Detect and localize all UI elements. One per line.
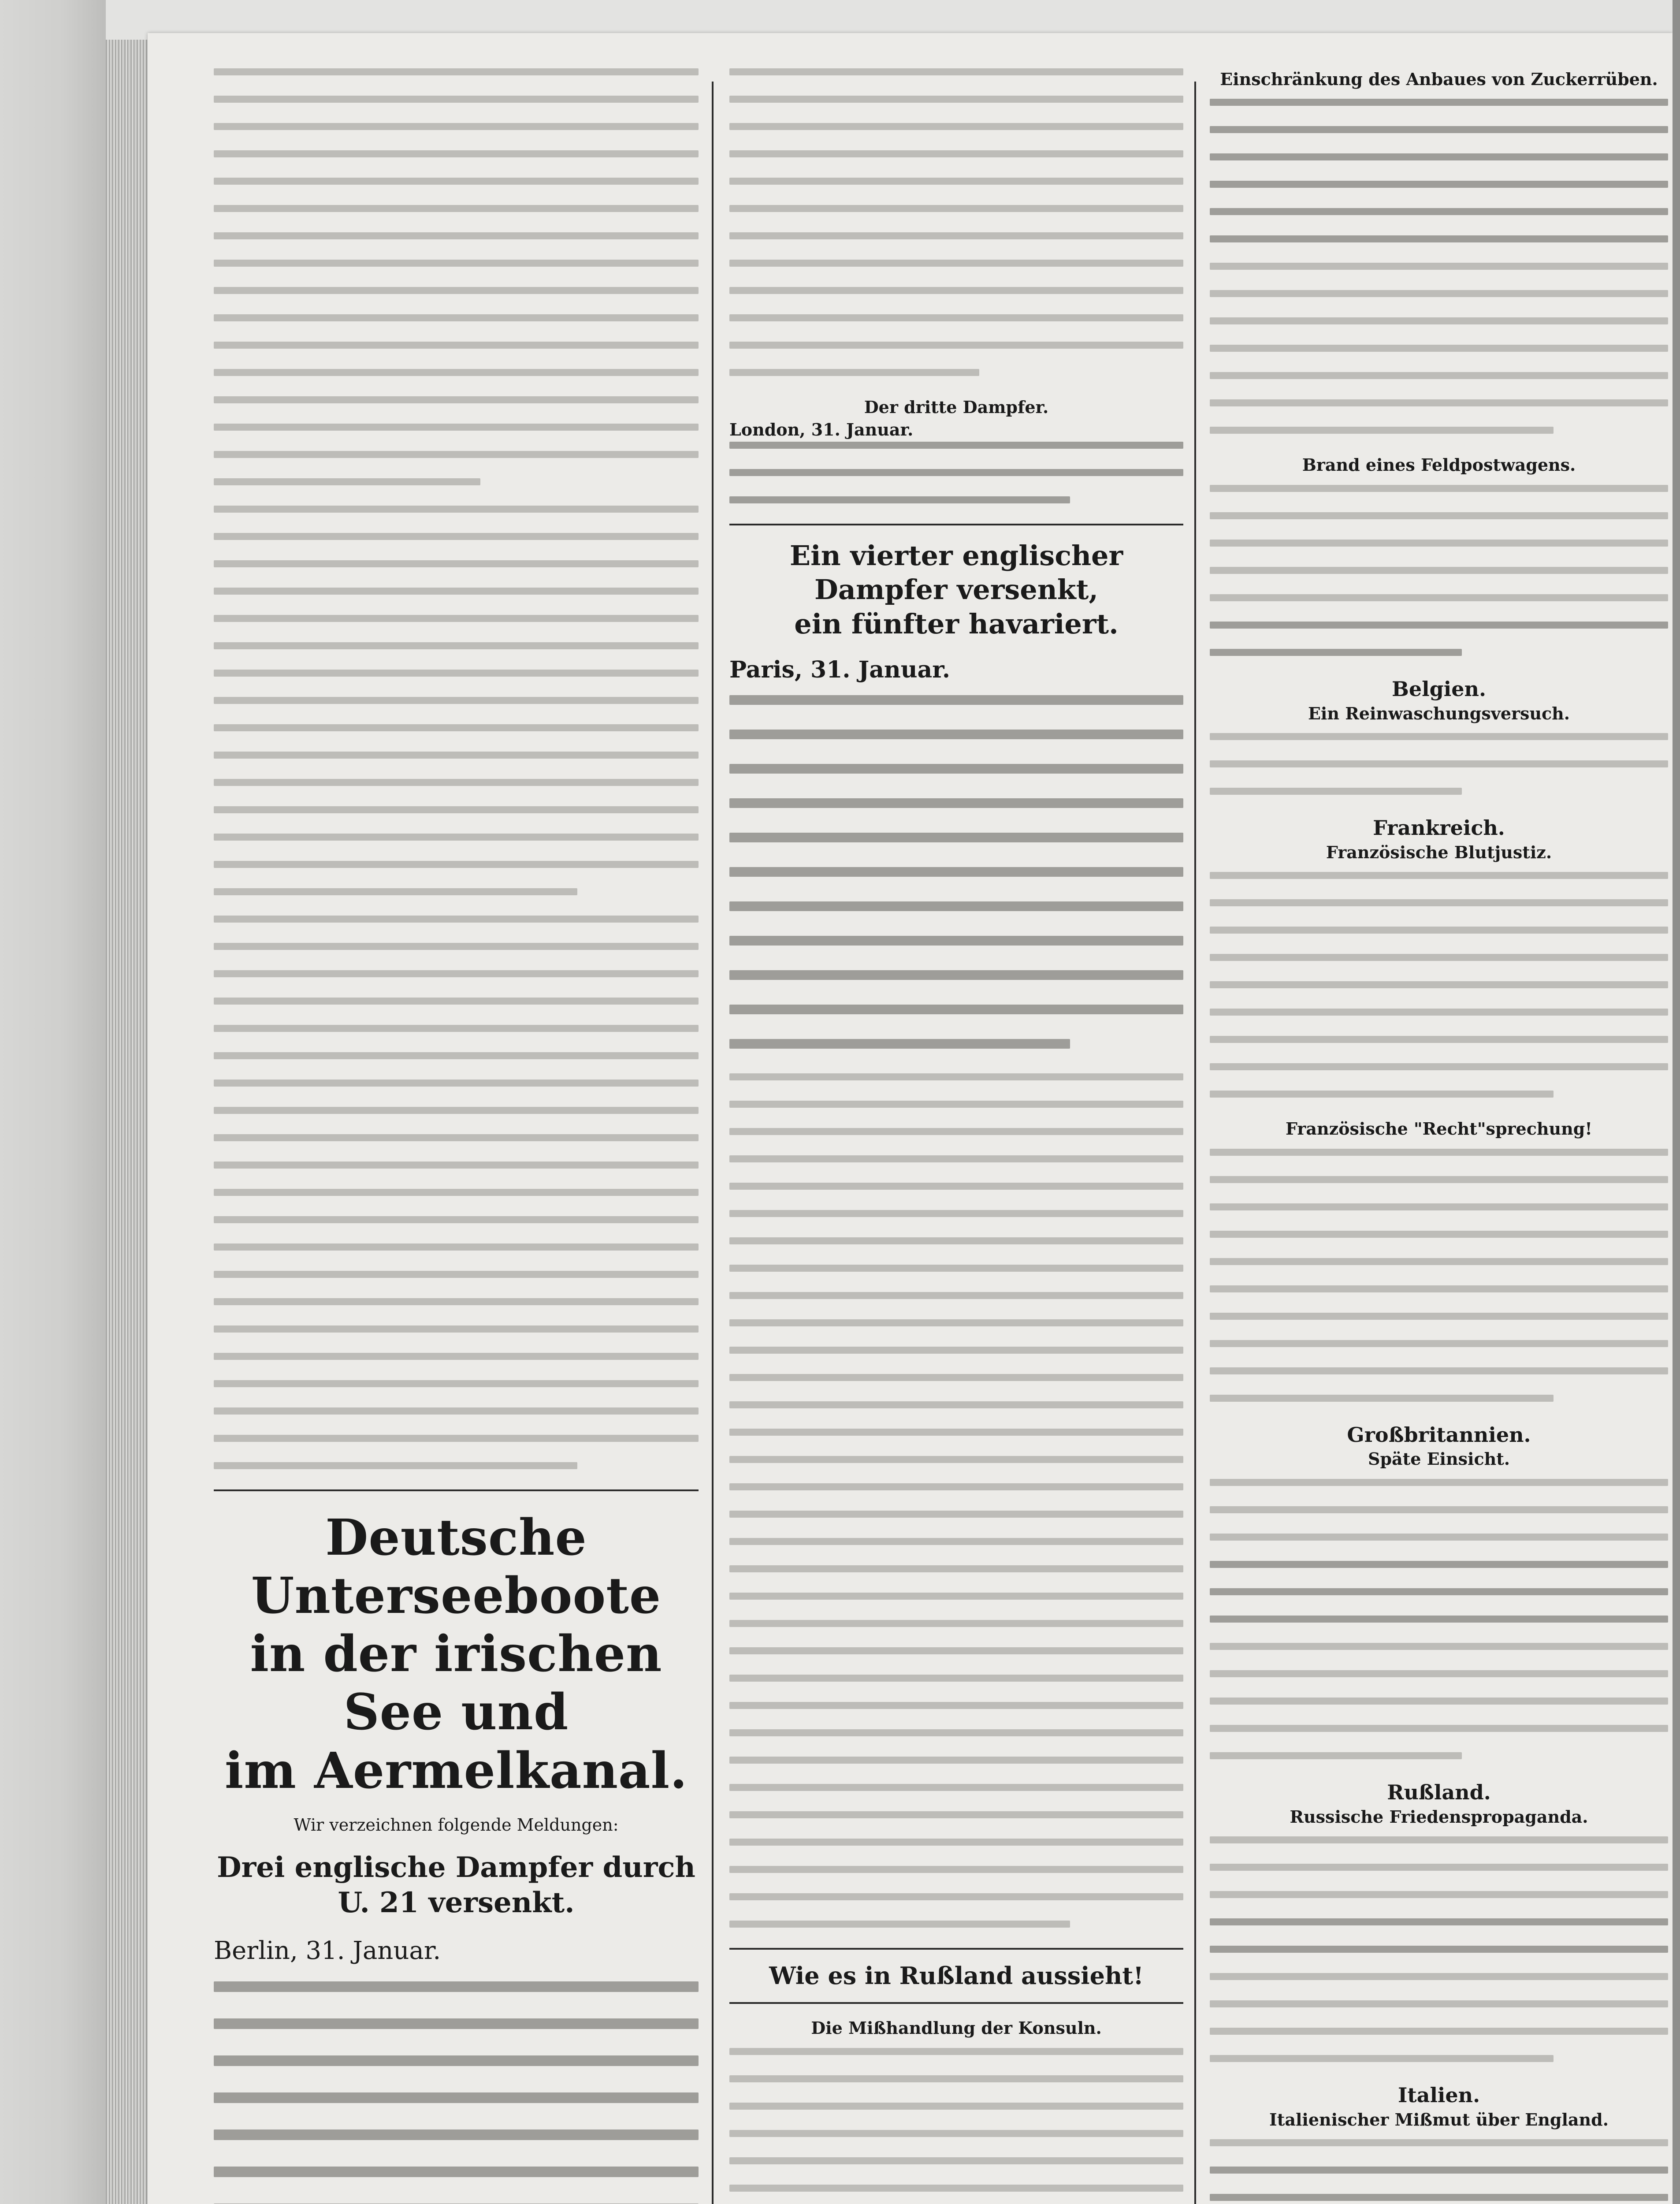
col3-body-text-7	[1210, 1836, 1668, 2062]
subhead-rechtsprechung: Französische "Recht"sprechung!	[1285, 1119, 1592, 1139]
column-1	[214, 68, 699, 2204]
newspaper-page	[148, 33, 1673, 2204]
main-headline-line-3: im Aermelkanal.	[224, 1742, 688, 1800]
page-edges	[106, 40, 148, 2204]
subhead-konsuln: Die Mißhandlung der Konsuln.	[811, 2018, 1102, 2038]
subhead-mismut: Italienischer Mißmut über England.	[1269, 2109, 1609, 2130]
col3-body-text-6	[1210, 1479, 1668, 1759]
main-headline-line-1: Deutsche Unterseeboote	[251, 1509, 662, 1625]
heading-belgien: Belgien.	[1392, 677, 1486, 701]
subhead-blutjustiz: Französische Blutjustiz.	[1326, 842, 1552, 862]
heading-zuckerrueben: Einschränkung des Anbaues von Zuckerrüben.	[1220, 69, 1658, 89]
col2-body-text-3	[729, 2048, 1183, 2204]
col3-body-text-5	[1210, 1149, 1668, 1402]
subhead-friedenspropaganda: Russische Friedenspropaganda.	[1290, 1806, 1588, 1827]
section-dritte-dampfer: Der dritte Dampfer.	[864, 397, 1049, 417]
headline-vierter-dampfer-1: Ein vierter englischer Dampfer versenkt,	[789, 539, 1123, 606]
column-3	[1210, 68, 1668, 2204]
intro-line: Wir verzeichnen folgende Meldungen:	[294, 1815, 619, 1835]
col1-divider	[214, 1489, 699, 1491]
col2-body-text-2	[729, 695, 1183, 1928]
heading-frankreich: Frankreich.	[1373, 815, 1505, 840]
heading-russland: Rußland.	[1387, 1780, 1491, 1804]
heading-italien: Italien.	[1398, 2083, 1480, 2107]
col3-body-text-1	[1210, 99, 1668, 434]
dateline-berlin: Berlin, 31. Januar.	[214, 1936, 441, 1965]
col3-body-text-8	[1210, 2139, 1668, 2204]
scan-binding-edge	[1673, 0, 1680, 2204]
col2-divider-1	[729, 524, 1183, 525]
subhead-feldpostwagen: Brand eines Feldpostwagens.	[1302, 455, 1576, 475]
subhead-spaete-einsicht: Späte Einsicht.	[1368, 1449, 1510, 1469]
column-rule-1	[712, 82, 714, 2204]
col2-body-text-top	[729, 68, 1183, 376]
subhead-reinwaschung: Ein Reinwaschungsversuch.	[1308, 703, 1570, 723]
subheadline: Drei englische Dampfer durch U. 21 versenkt.	[217, 1850, 695, 1919]
headline-russland: Wie es in Rußland aussieht!	[769, 1961, 1144, 1990]
dateline-paris: Paris, 31. Januar.	[729, 656, 950, 684]
headline-vierter-dampfer-2: ein fünfter havariert.	[794, 607, 1119, 640]
col3-body-text-3	[1210, 733, 1668, 795]
col1-body-text-top	[214, 68, 699, 1469]
book-spine	[0, 0, 106, 2204]
main-headline-line-2: in der irischen See und	[250, 1625, 662, 1742]
column-2	[729, 68, 1183, 2204]
main-headline	[214, 1509, 699, 1800]
col1-body-text-mid	[214, 1981, 699, 2204]
column-rule-2	[1194, 82, 1196, 2204]
col2-body-text-1	[729, 442, 1183, 503]
heading-grossbritannien: Großbritannien.	[1347, 1422, 1531, 1447]
dateline-london: London, 31. Januar.	[729, 420, 914, 440]
russland-box	[729, 1948, 1183, 2004]
col3-body-text-4	[1210, 872, 1668, 1098]
col3-body-text-2	[1210, 485, 1668, 656]
